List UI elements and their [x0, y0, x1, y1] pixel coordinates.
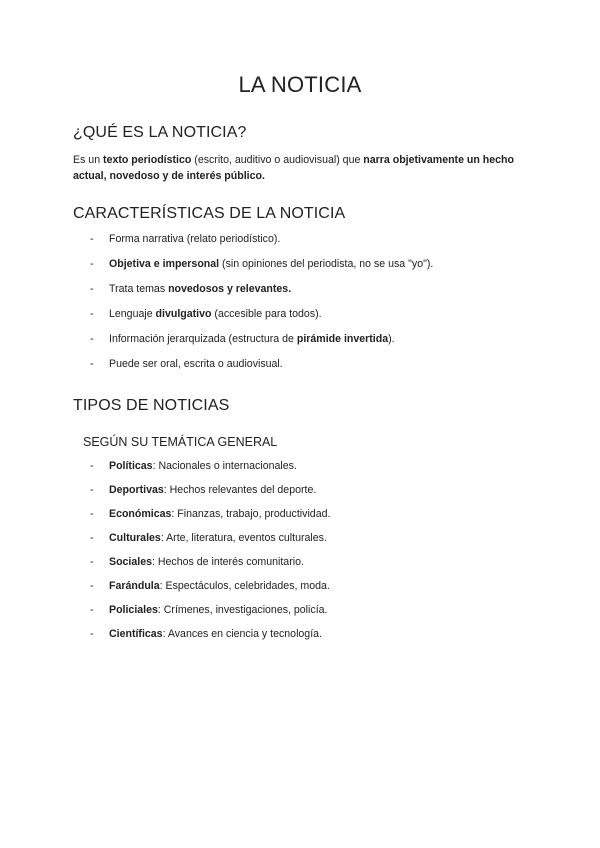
list-item	[90, 506, 330, 530]
dash-bullet: -	[90, 556, 94, 568]
item-bold: novedosos y relevantes.	[168, 283, 292, 295]
list-item	[90, 482, 330, 506]
dash-bullet: -	[90, 628, 94, 640]
para-bold-2: narra objetivamente un hecho actual, novedoso y de interés público.	[73, 154, 514, 182]
dash-bullet: -	[90, 333, 94, 345]
para-text-2: (escrito, auditivo o audiovisual) que	[191, 154, 364, 166]
item-text-post: : Hechos relevantes del deporte.	[163, 484, 317, 496]
item-text: Trata temas	[109, 283, 169, 295]
dash-bullet: -	[90, 532, 94, 544]
list-item	[90, 231, 433, 256]
item-bold: Científicas	[109, 628, 163, 640]
item-bold: Sociales	[109, 556, 152, 568]
section-heading-caracteristicas: CARACTERÍSTICAS DE LA NOTICIA	[73, 205, 346, 222]
item-text-post: (accesible para todos).	[211, 308, 322, 320]
dash-bullet: -	[90, 484, 94, 496]
item-bold: divulgativo	[155, 308, 212, 320]
list-item	[90, 458, 330, 482]
item-text: Información jerarquizada (estructura de	[109, 333, 297, 345]
dash-bullet: -	[90, 604, 94, 616]
item-text-post: (sin opiniones del periodista, no se usa "yo").	[219, 258, 434, 270]
dash-bullet: -	[90, 508, 94, 520]
para-bold-1: texto periodístico	[103, 154, 192, 166]
list-item	[90, 306, 433, 331]
item-bold: Culturales	[109, 532, 161, 544]
item-text-post: : Hechos de interés comunitario.	[152, 556, 304, 568]
item-text: Puede ser oral, escrita o audiovisual.	[109, 358, 283, 370]
item-bold: Políticas	[109, 460, 153, 472]
dash-bullet: -	[90, 258, 94, 270]
list-item	[90, 530, 330, 554]
item-bold: Policiales	[109, 604, 158, 616]
item-text-post: : Nacionales o internacionales.	[152, 460, 297, 472]
item-text: Lenguaje	[109, 308, 156, 320]
page-title: LA NOTICIA	[238, 72, 362, 97]
section-heading-tipos: TIPOS DE NOTICIAS	[73, 397, 230, 414]
item-text-post: : Arte, literatura, eventos culturales.	[160, 532, 327, 544]
list-item	[90, 554, 330, 578]
item-text-post: ).	[388, 333, 395, 345]
item-text-post: : Crímenes, investigaciones, policía.	[157, 604, 328, 616]
item-bold: Objetiva e impersonal	[109, 258, 220, 270]
list-item	[90, 331, 433, 356]
dash-bullet: -	[90, 283, 94, 295]
definition-paragraph	[73, 152, 543, 184]
item-bold: Farándula	[109, 580, 160, 592]
list-item	[90, 626, 330, 650]
item-text-post: : Finanzas, trabajo, productividad.	[171, 508, 331, 520]
item-bold: Deportivas	[109, 484, 164, 496]
list-item	[90, 281, 433, 306]
dash-bullet: -	[90, 580, 94, 592]
item-text: Forma narrativa (relato periodístico).	[109, 233, 281, 245]
types-list	[90, 458, 330, 650]
item-text-post: : Avances en ciencia y tecnología.	[162, 628, 322, 640]
list-item	[90, 602, 330, 626]
section-heading-que-es: ¿QUÉ ES LA NOTICIA?	[73, 124, 247, 141]
item-text-post: : Espectáculos, celebridades, moda.	[159, 580, 330, 592]
item-bold: pirámide invertida	[296, 333, 389, 345]
dash-bullet: -	[90, 460, 94, 472]
dash-bullet: -	[90, 233, 94, 245]
list-item	[90, 356, 433, 381]
dash-bullet: -	[90, 358, 94, 370]
para-text-1: Es un	[73, 154, 104, 166]
characteristics-list	[90, 231, 433, 381]
list-item	[90, 256, 433, 281]
item-bold: Económicas	[109, 508, 172, 520]
dash-bullet: -	[90, 308, 94, 320]
list-item	[90, 578, 330, 602]
subsection-heading-tematica: SEGÚN SU TEMÁTICA GENERAL	[83, 435, 278, 449]
